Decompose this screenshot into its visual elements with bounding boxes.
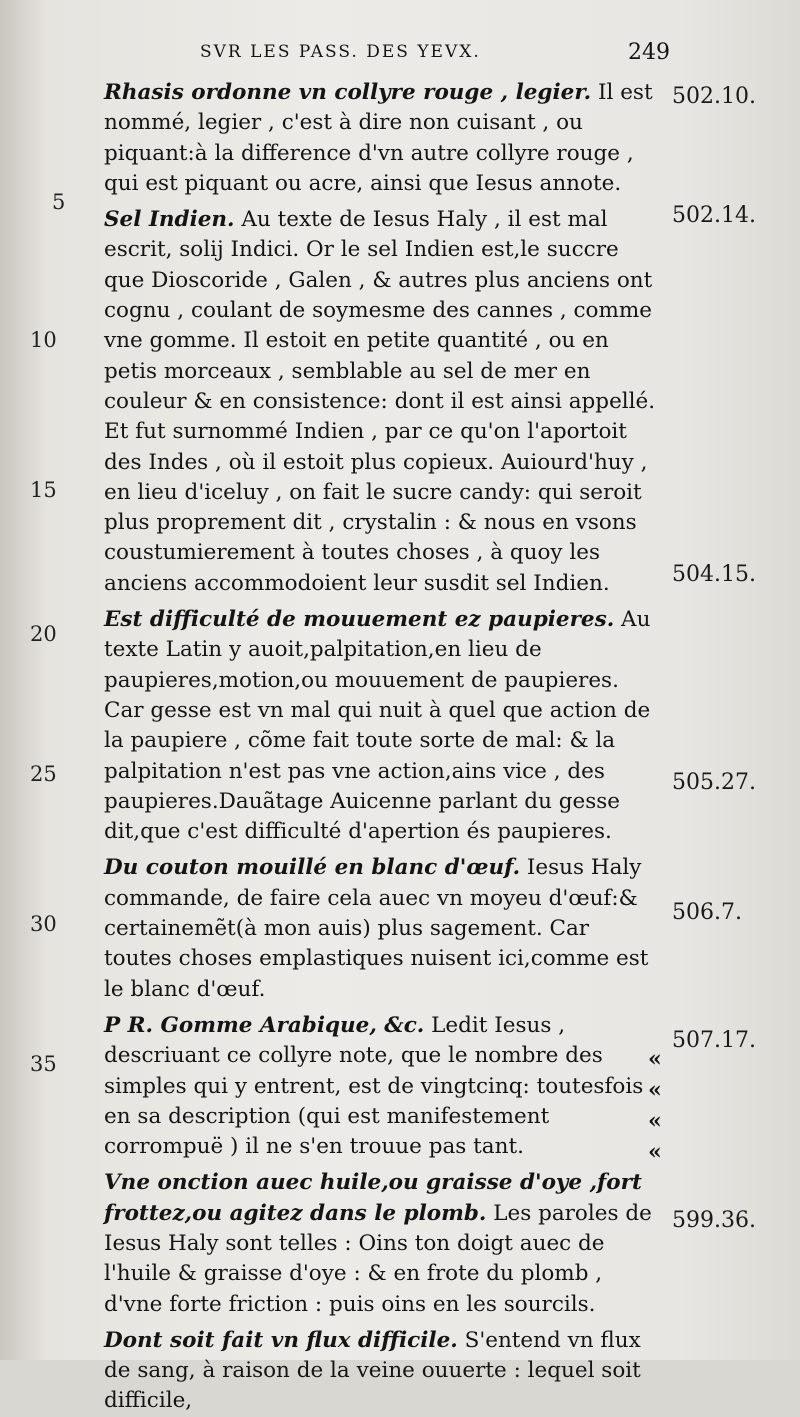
line-number: 5 xyxy=(52,190,66,214)
line-number: 35 xyxy=(30,1052,57,1076)
quote-mark: « xyxy=(648,1077,662,1103)
lemma: Rhasis ordonne vn collyre rouge , legier. xyxy=(104,80,592,105)
commentary: S'entend vn flux de sang, à raison de la veine ouuerte : lequel soit difficile, xyxy=(104,1327,641,1414)
lemma: Est difficulté de mouuement ez paupieres. xyxy=(104,607,615,633)
line-number: 15 xyxy=(30,478,57,502)
line-number: 10 xyxy=(30,328,57,352)
margin-reference: 599.36. xyxy=(672,1208,756,1233)
lemma: Dont soit fait vn flux difficile. xyxy=(104,1327,458,1353)
line-number: 20 xyxy=(30,622,57,646)
quote-mark: « xyxy=(648,1046,662,1072)
commentary: Il est nommé, legier , c'est à dire non cuisant , ou piquant:à la difference d'vn autre collyre rouge , qui est piquant ou acre, ainsi que Iesus annote. xyxy=(104,80,653,196)
annotation-paragraph xyxy=(104,1011,656,1162)
annotation-paragraph xyxy=(104,605,656,847)
running-title: SVR LES PASS. DES YEVX. xyxy=(200,42,481,62)
annotation-paragraph xyxy=(104,78,656,199)
annotation-paragraph xyxy=(104,853,656,1004)
lemma: P R. Gomme Arabique, &c. xyxy=(104,1012,425,1038)
commentary: Au texte de Iesus Haly , il est mal escrit, solij Indici. Or le sel Indien est,le succre que Dioscoride , Galen , & autres plus anciens ont cognu , coulant de soymesme des cannes , comme vne gomme. Il estoit en petite quantité , ou en petis morceaux , semblable au sel de mer en couleur & en consistence: dont il est ainsi appellé. Et fut surnommé Indien , par ce qu'on l'aportoit des Indes , où il estoit plus copieux. Auiourd'huy , en lieu d'iceluy , on fait le sucre candy: qui seroit plus proprement dit , crystalin : & nous en vsons coustumierement à toutes choses , à quoy les anciens accommodoient leur susdit sel Indien. xyxy=(104,207,656,596)
quote-mark: « xyxy=(648,1139,662,1165)
page-number: 249 xyxy=(628,40,670,65)
page-body xyxy=(104,78,656,1417)
margin-reference: 502.10. xyxy=(672,84,756,109)
commentary: Ledit Iesus , descriuant ce collyre note, que le nombre des simples qui y entrent, est de vingtcinq: toutesfois en sa description (qui est manifestement corrompuë ) il ne s'en trouue pas tant. xyxy=(104,1012,644,1160)
commentary: Au texte Latin y auoit,palpitation,en lieu de paupieres,motion,ou mouuement de paupieres. Car gesse est vn mal qui nuit à quel que action de la paupiere , cõme fait toute sorte de mal: & la palpitation n'est pas vne action,ains vice , des paupieres.Dauãtage Auicenne parlant du gesse dit,que c'est difficulté d'apertion és paupieres. xyxy=(104,607,651,845)
annotation-paragraph xyxy=(104,1326,656,1417)
line-number: 30 xyxy=(30,912,57,936)
margin-reference: 506.7. xyxy=(672,900,742,925)
annotation-paragraph xyxy=(104,1168,656,1319)
commentary: Iesus Haly commande, de faire cela auec vn moyeu d'œuf:& certainemẽt(à mon auis) plus sagement. Car toutes choses emplastiques nuisent ici,comme est le blanc d'œuf. xyxy=(104,855,649,1002)
running-header xyxy=(200,40,670,65)
quote-mark: « xyxy=(648,1108,662,1134)
margin-reference: 505.27. xyxy=(672,770,756,795)
lemma: Du couton mouillé en blanc d'œuf. xyxy=(104,855,521,881)
lemma: Vne onction auec huile,ou graisse d'oye ,fort frottez,ou agitez dans le plomb. xyxy=(104,1170,642,1226)
margin-reference: 502.14. xyxy=(672,203,756,228)
line-number: 25 xyxy=(30,762,57,786)
margin-reference: 504.15. xyxy=(672,562,756,587)
annotation-paragraph xyxy=(104,205,656,599)
lemma: Sel Indien. xyxy=(104,207,235,233)
margin-reference: 507.17. xyxy=(672,1028,756,1053)
commentary: Les paroles de Iesus Haly sont telles : Oins ton doigt auec de l'huile & graisse d'oye : & en frote du plomb , d'vne forte friction : puis oins en les sourcils. xyxy=(104,1200,652,1317)
